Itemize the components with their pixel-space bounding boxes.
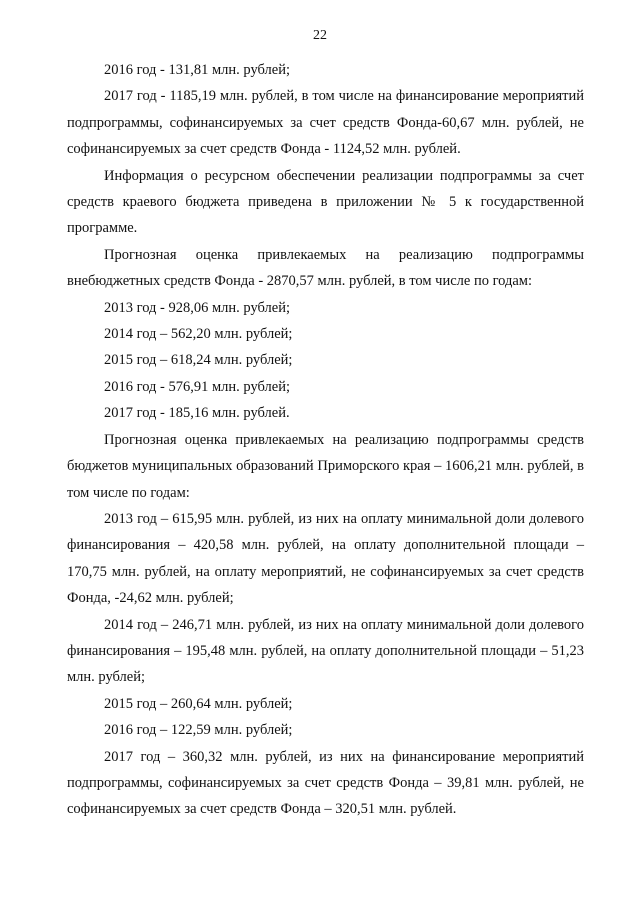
document-body: [67, 57, 584, 823]
paragraph-municipal-2013: 2013 год – 615,95 млн. рублей, из них на оплату минимальной доли долевого финансирования – 420,58 млн. рублей, на оплату дополнительной площади – 170,75 млн. рублей, на оплату мероприятий, не софинансируемых за счет средств Фонда, -24,62 млн. рублей;: [67, 510, 584, 607]
paragraph-regional-budget-info: Информация о ресурсном обеспечении реализации подпрограммы за счет средств краевого бюджета приведена в приложении № 5 к государственной программе.: [67, 167, 584, 237]
paragraph-municipal-2014: 2014 год – 246,71 млн. рублей, из них на оплату минимальной доли долевого финансирования – 195,48 млн. рублей, на оплату дополнительной площади – 51,23 млн. рублей;: [67, 616, 584, 686]
paragraph-2017-total: 2017 год - 1185,19 млн. рублей, в том числе на финансирование мероприятий подпрограммы, софинансируемых за счет средств Фонда-60,67 млн. рублей, не софинансируемых за счет средств Фонда - 1124,52 млн. рублей.: [67, 88, 584, 158]
paragraph-municipal-2015: 2015 год – 260,64 млн. рублей;: [104, 695, 293, 712]
paragraph-fund-2016: 2016 год - 576,91 млн. рублей;: [104, 378, 291, 395]
paragraph-fund-2015: 2015 год – 618,24 млн. рублей;: [104, 352, 293, 369]
paragraph-municipal-2017: 2017 год – 360,32 млн. рублей, из них на финансирование мероприятий подпрограммы, софинансируемых за счет средств Фонда – 39,81 млн. рублей, не софинансируемых за счет средств Фонда – 320,51 млн. рублей.: [67, 748, 584, 818]
paragraph-fund-2014: 2014 год – 562,20 млн. рублей;: [104, 326, 293, 343]
paragraph-municipal-estimate: Прогнозная оценка привлекаемых на реализацию подпрограммы средств бюджетов муниципальных образований Приморского края – 1606,21 млн. рублей, в том числе по годам:: [67, 431, 584, 501]
paragraph-fund-2017: 2017 год - 185,16 млн. рублей.: [104, 405, 290, 422]
page-number: 22: [313, 28, 327, 43]
paragraph-fund-2013: 2013 год - 928,06 млн. рублей;: [104, 299, 291, 316]
paragraph-2016-total: 2016 год - 131,81 млн. рублей;: [104, 62, 291, 78]
paragraph-municipal-2016: 2016 год – 122,59 млн. рублей;: [104, 722, 293, 739]
paragraph-fund-estimate: Прогнозная оценка привлекаемых на реализацию подпрограммы внебюджетных средств Фонда - 2870,57 млн. рублей, в том числе по годам:: [67, 246, 584, 290]
